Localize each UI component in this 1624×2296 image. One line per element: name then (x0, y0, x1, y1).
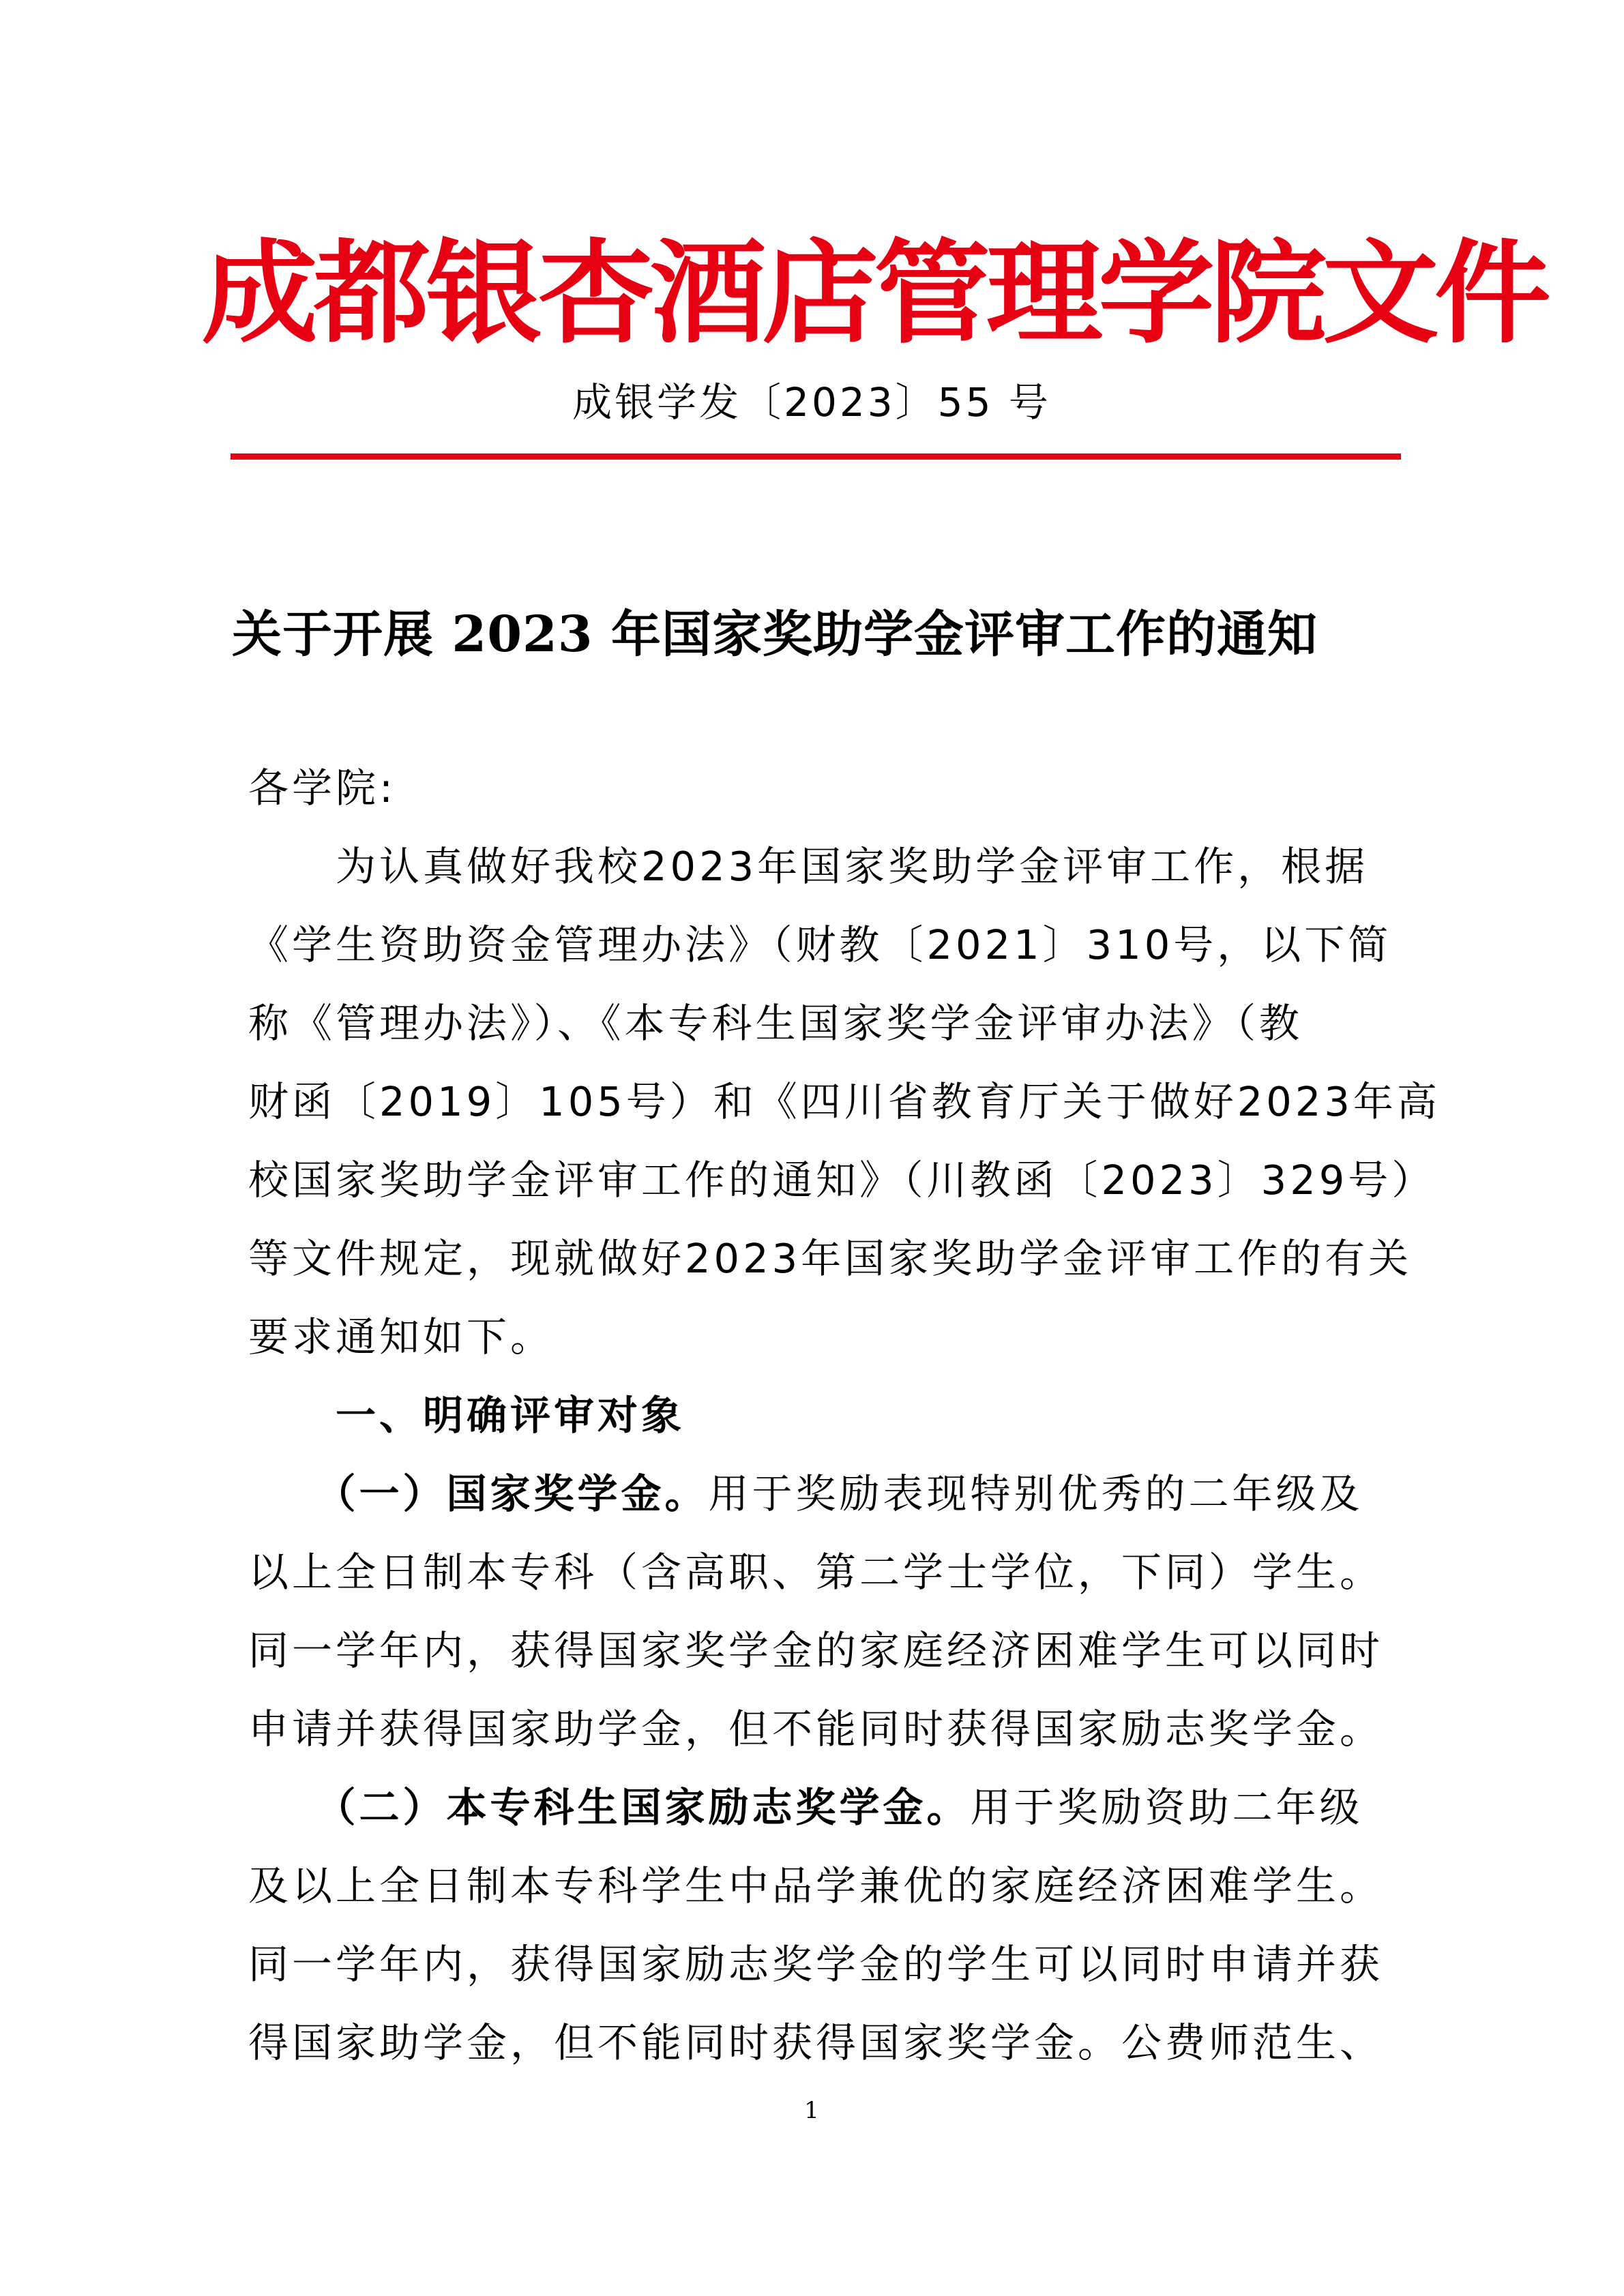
paragraph-line: 同一学年内，获得国家励志奖学金的学生可以同时申请并获 (248, 1941, 1384, 1988)
paragraph-line: 财函〔2019〕105号）和《四川省教育厅关于做好2023年高 (248, 1078, 1441, 1125)
paragraph-line: 要求通知如下。 (248, 1313, 555, 1360)
section-heading: 一、明确评审对象 (248, 1392, 685, 1439)
item-one-text: 用于奖励表现特别优秀的二年级及 (708, 1470, 1363, 1517)
red-divider-line (231, 453, 1401, 460)
page-number: 1 (804, 2097, 819, 2124)
paragraph-line: 称《管理办法》）、《本专科生国家奖学金评审办法》（教 (248, 1000, 1303, 1047)
item-one-label: （一）国家奖学金。 (248, 1470, 709, 1517)
paragraph-line: 校国家奖助学金评审工作的通知》（川教函〔2023〕329号） (248, 1157, 1436, 1204)
item-two-label: （二）本专科生国家励志奖学金。 (248, 1784, 971, 1831)
paragraph-line: 申请并获得国家助学金，但不能同时获得国家励志奖学金。 (248, 1705, 1384, 1753)
document-number: 成银学发〔2023〕55 号 (572, 379, 1051, 426)
salutation: 各学院: (248, 764, 396, 811)
notice-title: 关于开展 2023 年国家奖助学金评审工作的通知 (232, 605, 1318, 664)
item-two-text: 用于奖励资助二年级 (970, 1784, 1363, 1831)
paragraph-line: 为认真做好我校2023年国家奖助学金评审工作，根据 (248, 843, 1369, 890)
item-one-first-line (248, 1455, 1381, 1533)
paragraph-line: 及以上全日制本专科学生中品学兼优的家庭经济困难学生。 (248, 1862, 1384, 1909)
paragraph-line: 同一学年内，获得国家奖学金的家庭经济困难学生可以同时 (248, 1627, 1384, 1674)
issuer-header-title: 成都银杏酒店管理学院文件 (201, 227, 1547, 359)
paragraph-line: 《学生资助资金管理办法》（财教〔2021〕310号，以下简 (248, 921, 1392, 968)
paragraph-line: 得国家助学金，但不能同时获得国家奖学金。公费师范生、 (248, 2019, 1384, 2066)
paragraph-line: 以上全日制本专科（含高职、第二学士学位，下同）学生。 (248, 1549, 1384, 1596)
item-two-first-line (248, 1768, 1381, 1847)
paragraph-line: 等文件规定，现就做好2023年国家奖助学金评审工作的有关 (248, 1235, 1413, 1282)
